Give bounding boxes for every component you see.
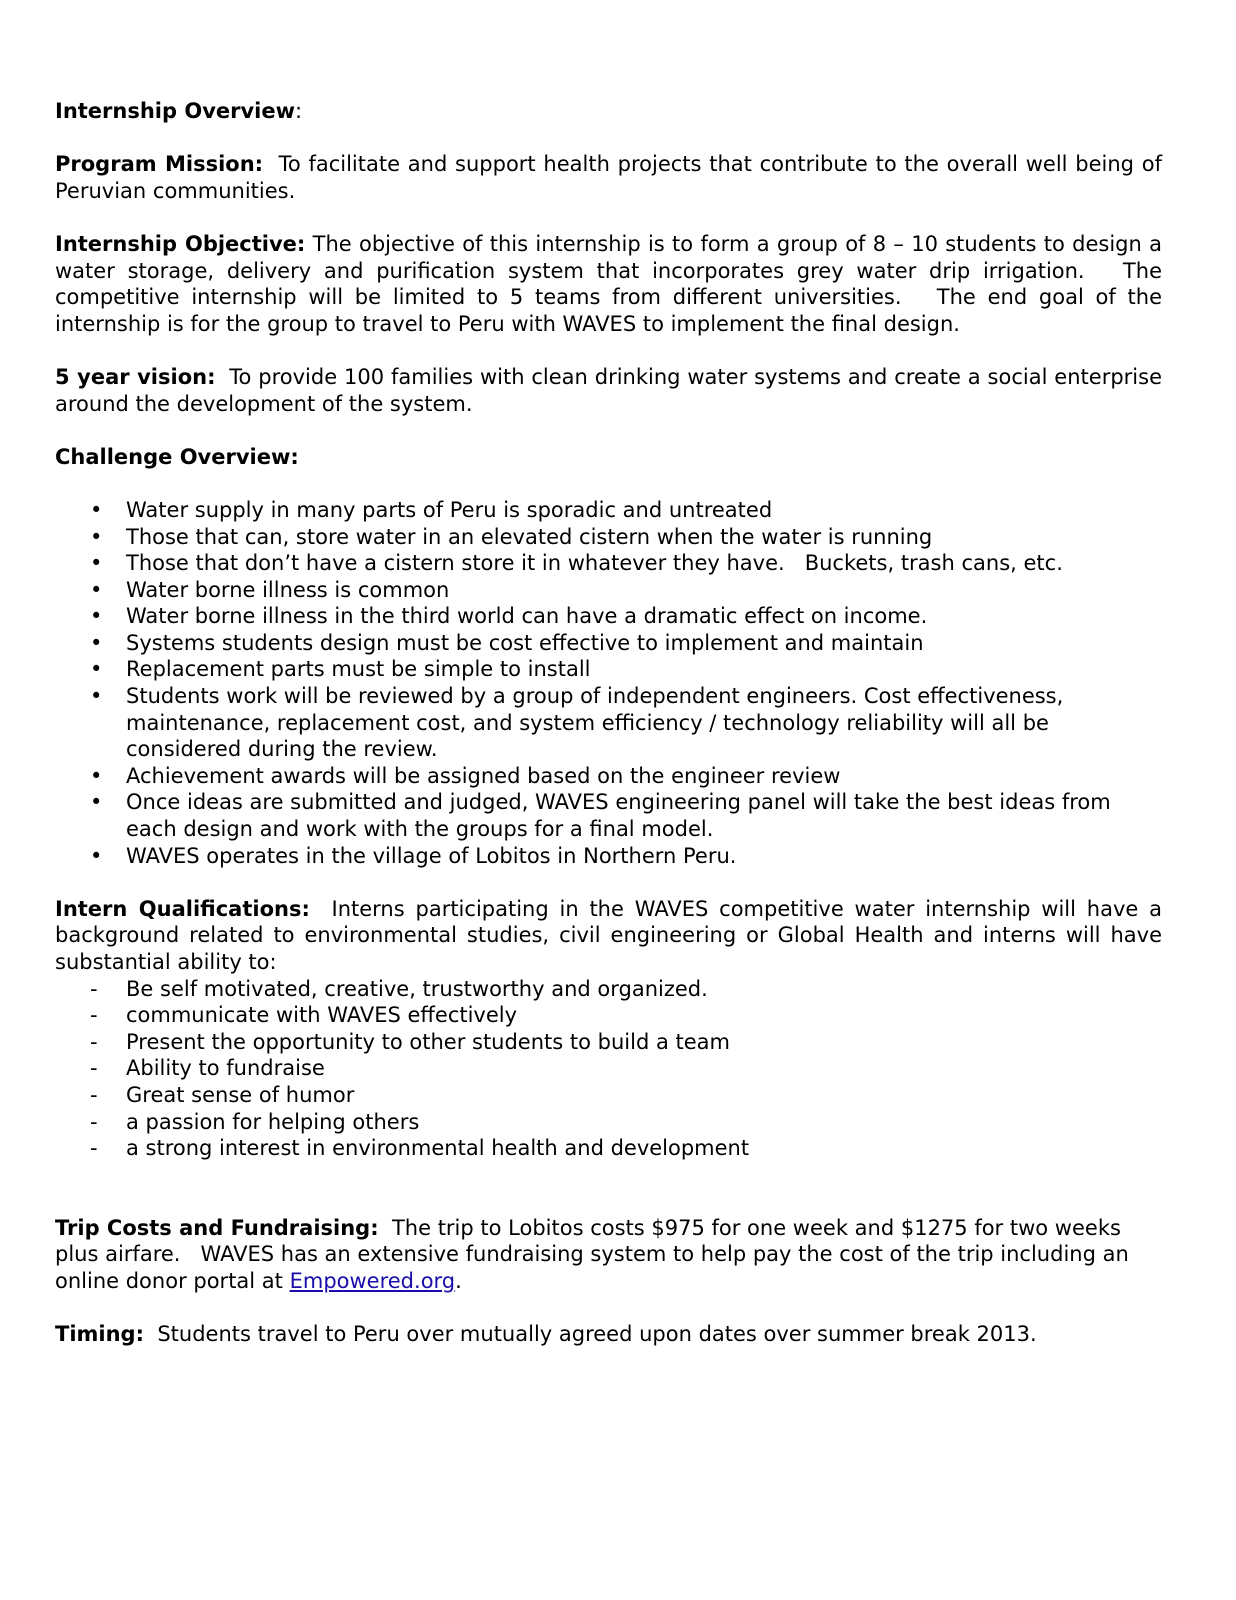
bullet-icon: • xyxy=(90,630,103,655)
dash-icon: - xyxy=(90,1029,98,1054)
program-mission-paragraph xyxy=(55,151,1169,204)
list-item xyxy=(55,1055,1162,1082)
list-item-text: Ability to fundraise xyxy=(126,1056,325,1081)
list-item-text: Students work will be reviewed by a group of independent engineers. Cost effectiveness, maintenance, replacement cost, and system efficiency / technology reliability will all be considered during the review. xyxy=(126,684,1064,762)
list-item xyxy=(55,789,1162,842)
list-item xyxy=(55,603,1162,630)
bullet-icon: • xyxy=(90,524,103,549)
list-item xyxy=(55,1135,1162,1162)
trip-costs-paragraph xyxy=(55,1215,1162,1295)
list-item-text: Water borne illness in the third world can have a dramatic effect on income. xyxy=(126,604,928,629)
challenge-overview-heading-line xyxy=(55,444,1162,471)
dash-icon: - xyxy=(90,1082,98,1107)
dash-icon: - xyxy=(90,1109,98,1134)
list-item xyxy=(55,683,1162,763)
document-page xyxy=(55,98,1169,1348)
list-item-text: Present the opportunity to other students to build a team xyxy=(126,1029,730,1054)
list-item xyxy=(55,524,1162,551)
list-item-text: Be self motivated, creative, trustworthy and organized. xyxy=(126,976,708,1001)
trip-costs-label: Trip Costs and Fundraising: xyxy=(55,1215,379,1240)
overview-heading-line xyxy=(55,98,1162,125)
program-mission-label: Program Mission: xyxy=(55,152,264,177)
list-item xyxy=(55,577,1162,604)
list-item-text: WAVES operates in the village of Lobitos in Northern Peru. xyxy=(126,843,737,868)
list-item-text: Water borne illness is common xyxy=(126,577,450,602)
five-year-vision-paragraph xyxy=(55,364,1169,417)
bullet-icon: • xyxy=(90,684,103,709)
overview-heading-colon: : xyxy=(295,99,303,123)
program-mission-text: To facilitate and support health projects that contribute to the overall well being of Peruvian communities. xyxy=(55,152,1169,203)
list-item-text: a strong interest in environmental health and development xyxy=(126,1136,750,1161)
bullet-icon: • xyxy=(90,843,103,868)
list-item xyxy=(55,656,1162,683)
bullet-icon: • xyxy=(90,604,103,629)
dash-icon: - xyxy=(90,1003,98,1028)
list-item xyxy=(55,1002,1162,1029)
timing-text: Students travel to Peru over mutually agreed upon dates over summer break 2013. xyxy=(143,1322,1037,1347)
intern-qualifications-text: Interns participating in the WAVES competitive water internship will have a background related to environmental studies, civil engineering or Global Health and interns will have substantial ability to: xyxy=(55,896,1169,974)
list-item xyxy=(55,550,1162,577)
five-year-vision-label: 5 year vision: xyxy=(55,364,216,389)
list-item-text: Water supply in many parts of Peru is sporadic and untreated xyxy=(126,497,773,522)
bullet-icon: • xyxy=(90,551,103,576)
list-item-text: Achievement awards will be assigned based on the engineer review xyxy=(126,763,841,788)
list-item-text: Systems students design must be cost effective to implement and maintain xyxy=(126,630,924,655)
list-item xyxy=(55,763,1162,790)
empowered-org-link[interactable]: Empowered.org xyxy=(289,1268,456,1293)
trip-costs-period: . xyxy=(455,1268,462,1293)
bullet-icon: • xyxy=(90,790,103,815)
list-item xyxy=(55,1109,1162,1136)
list-item xyxy=(55,976,1162,1003)
timing-paragraph xyxy=(55,1321,1162,1348)
challenge-list xyxy=(55,497,1162,869)
bullet-icon: • xyxy=(90,657,103,682)
intern-qualifications-paragraph xyxy=(55,896,1169,976)
list-item xyxy=(55,497,1162,524)
bullet-icon: • xyxy=(90,497,103,522)
bullet-icon: • xyxy=(90,763,103,788)
list-item-text: Those that don’t have a cistern store it in whatever they have. Buckets, trash cans, etc. xyxy=(126,551,1063,576)
dash-icon: - xyxy=(90,1136,98,1161)
list-item-text: Great sense of humor xyxy=(126,1082,355,1107)
challenge-overview-heading: Challenge Overview: xyxy=(55,444,299,469)
intern-qualifications-label: Intern Qualifications: xyxy=(55,896,310,921)
list-item xyxy=(55,630,1162,657)
list-item-text: Replacement parts must be simple to install xyxy=(126,657,591,682)
dash-icon: - xyxy=(90,1056,98,1081)
list-item xyxy=(55,1029,1162,1056)
list-item xyxy=(55,843,1162,870)
list-item-text: Once ideas are submitted and judged, WAVES engineering panel will take the best ideas from each design and work with the groups for a final model. xyxy=(126,790,1111,842)
list-item-text: Those that can, store water in an elevated cistern when the water is running xyxy=(126,524,933,549)
timing-label: Timing: xyxy=(55,1322,144,1347)
overview-heading: Internship Overview xyxy=(55,99,296,123)
list-item-text: communicate with WAVES effectively xyxy=(126,1003,518,1028)
internship-objective-label: Internship Objective: xyxy=(55,231,306,256)
bullet-icon: • xyxy=(90,577,103,602)
list-item-text: a passion for helping others xyxy=(126,1109,420,1134)
list-item xyxy=(55,1082,1162,1109)
internship-objective-paragraph xyxy=(55,231,1169,337)
five-year-vision-text: To provide 100 families with clean drinking water systems and create a social enterprise around the development of the system. xyxy=(55,364,1169,416)
trip-costs-text: The trip to Lobitos costs $975 for one week and $1275 for two weeks plus airfare. WAVES has an extensive fundraising system to help pay the cost of the trip including an online donor portal at xyxy=(55,1215,1136,1293)
dash-icon: - xyxy=(90,976,98,1001)
qualifications-list xyxy=(55,976,1162,1162)
internship-objective-text: The objective of this internship is to form a group of 8 – 10 students to design a water storage, delivery and purification system that incorporates grey water drip irrigation. The competitive internship will be limited to 5 teams from different universities. The end goal of the internship is for the group to travel to Peru with WAVES to implement the final design. xyxy=(55,231,1169,336)
